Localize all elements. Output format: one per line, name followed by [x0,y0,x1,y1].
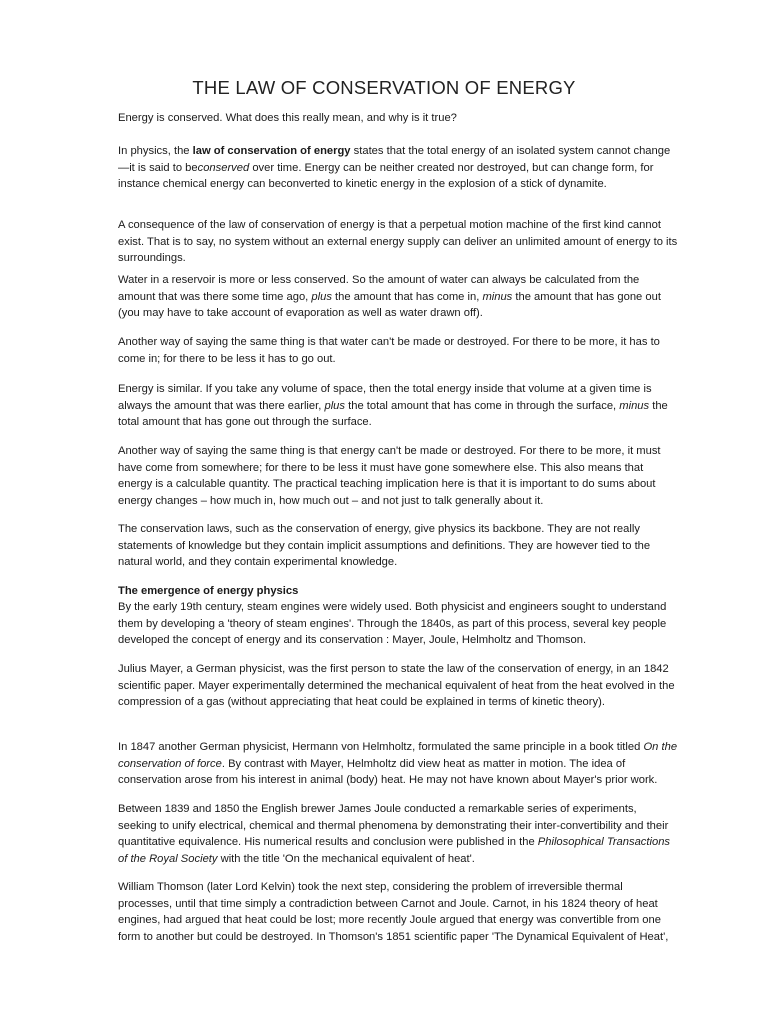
italic-term: Philosophical Transactions of the Royal Society [118,836,671,865]
paragraph-perpetual-motion: A consequence of the law of conservation of energy is that a perpetual motion machine of the first kind cannot exist. That is to say, no system without an external energy supply can deliver an unlimited amount of energy to its surroundings. [118,219,678,264]
paragraph-mayer: Julius Mayer, a German physicist, was the first person to state the law of the conservation of energy, in an 1842 scientific paper. Mayer experimentally determined the mechanical equivalent of heat from the heat evolved in the compression of a gas (without appreciating that heat could be explained in terms of kinetic theory). [118,663,675,708]
paragraph-helmholtz [118,739,678,789]
italic-term: plus [324,399,345,412]
text-run: In 1847 another German physicist, Hermann von Helmholtz, formulated the same principle in a book titled [118,741,644,753]
paragraph-thomson: William Thomson (later Lord Kelvin) took the next step, considering the problem of irreversible thermal processes, until that time simply a contradiction between Carnot and Joule. Carnot, in his 1824 theory of heat engines, had argued that heat could be lost; more recently Joule argued that energy was convertible from one form to another but could be destroyed. In Thomson's 1851 scientific paper 'The Dynamical Equivalent of Heat', [118,881,669,943]
italic-term: On the conservation of force [118,741,678,770]
bold-term: law of conservation of energy [192,145,351,157]
text-run: the total amount that has gone out through the surface. [118,399,668,428]
text-run: Water in a reservoir is more or less conserved. So the amount of water can always be calculated from the amount that was there some time ago, [118,274,640,303]
text-run: the amount that has gone out (you may have to take account of evaporation as well as water drawn off). [118,290,661,319]
paragraph-water-another-way: Another way of saying the same thing is that water can't be made or destroyed. For there to be more, it has to come in; for there to be less it has to go out. [118,336,660,365]
text-run: the amount that has come in, [331,290,483,303]
paragraph-joule [118,801,678,867]
paragraph-steam-engines: By the early 19th century, steam engines were widely used. Both physicist and engineers sought to understand them by developing a 'theory of steam engines'. Through the 1840s, as part of this process, several key people developed the concept of energy and its conservation : Mayer, Joule, Helmholtz and Thomson. [118,601,667,646]
text-run: over time. Energy can be neither created nor destroyed, but can change form, for instance chemical energy can beconverted to kinetic energy in the explosion of a stick of dynamite. [118,161,654,190]
italic-term: plus [311,290,332,303]
intro-paragraph: Energy is conserved. What does this really mean, and why is it true? [118,112,457,124]
paragraph-conservation-laws: The conservation laws, such as the conservation of energy, give physics its backbone. They are not really statements of knowledge but they contain implicit assumptions and definitions. They are however tied to the natural world, and they contain experimental knowledge. [118,523,651,568]
italic-term: conserved [197,161,250,174]
text-run: Energy is similar. If you take any volume of space, then the total energy inside that volume at a given time is always the amount that was there earlier, [118,383,652,412]
italic-term: minus [482,290,513,303]
text-run: . By contrast with Mayer, Helmholtz did view heat as matter in motion. The idea of conservation arose from his interest in animal (body) heat. He may not have known about Mayer's prior work. [118,757,658,786]
text-run: Between 1839 and 1850 the English brewer James Joule conducted a remarkable series of experiments, seeking to unify electrical, chemical and thermal phenomena by demonstrating their inter-convertibility and their quantitative equivalence. His numerical results and conclusion were published in the [118,803,669,848]
paragraph-definition [118,143,678,193]
text-run: In physics, the [118,145,193,157]
paragraph-energy-similar [118,381,678,431]
text-run: states that the total energy of an isolated system cannot change—it is said to be [118,145,671,174]
paragraph-energy-another-way: Another way of saying the same thing is that energy can't be made or destroyed. For there to be more, it must have come from somewhere; for there to be less it must have gone somewhere else. This also means that energy is a calculable quantity. The practical teaching implication here is that it is important to do sums about energy changes – how much in, how much out – and not just to talk generally about it. [118,445,661,507]
italic-term: minus [619,399,650,412]
paragraph-water-reservoir [118,272,678,322]
section-heading: The emergence of energy physics [118,585,299,597]
page-title: THE LAW OF CONSERVATION OF ENERGY [192,77,576,98]
text-run: the total amount that has come in through the surface, [345,399,620,412]
text-run: with the title 'On the mechanical equivalent of heat'. [217,852,475,865]
